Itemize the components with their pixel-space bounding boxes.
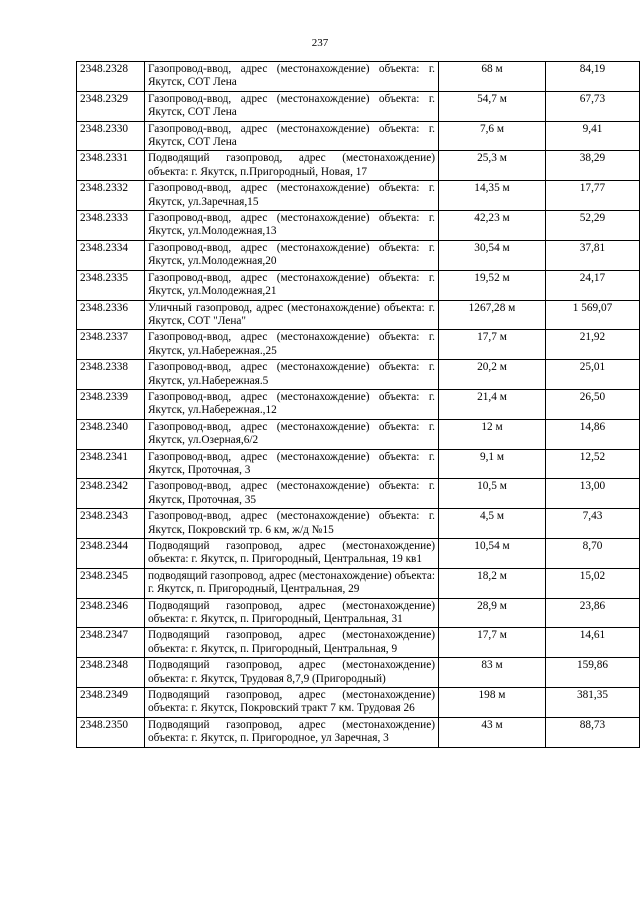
object-description: Газопровод-ввод, адрес (местонахождение) объекта: г. Якутск, ул.Набережная.,12: [145, 389, 439, 419]
pipeline-length: 54,7 м: [439, 91, 546, 121]
table-row: [77, 181, 640, 211]
table-row: [77, 330, 640, 360]
cost-value: 1 569,07: [546, 300, 640, 330]
row-number: 2348.2335: [77, 270, 145, 300]
row-number: 2348.2342: [77, 479, 145, 509]
cost-value: 25,01: [546, 360, 640, 390]
row-number: 2348.2340: [77, 419, 145, 449]
row-number: 2348.2343: [77, 509, 145, 539]
pipeline-length: 83 м: [439, 658, 546, 688]
pipeline-length: 42,23 м: [439, 211, 546, 241]
row-number: 2348.2333: [77, 211, 145, 241]
cost-value: 38,29: [546, 151, 640, 181]
table-row: [77, 211, 640, 241]
table-row: [77, 121, 640, 151]
object-description: Газопровод-ввод, адрес (местонахождение) объекта: г. Якутск, ул.Молодежная,13: [145, 211, 439, 241]
object-description: Уличный газопровод, адрес (местонахождение) объекта: г. Якутск, СОТ "Лена": [145, 300, 439, 330]
registry-rows: [77, 62, 640, 748]
pipeline-length: 25,3 м: [439, 151, 546, 181]
cost-value: 23,86: [546, 598, 640, 628]
table-row: [77, 568, 640, 598]
object-description: Подводящий газопровод, адрес (местонахождение) объекта: г. Якутск, Покровский тракт 7 км. Трудовая 26: [145, 688, 439, 718]
row-number: 2348.2330: [77, 121, 145, 151]
pipeline-length: 7,6 м: [439, 121, 546, 151]
object-description: Газопровод-ввод, адрес (местонахождение) объекта: г. Якутск, СОТ Лена: [145, 62, 439, 92]
row-number: 2348.2347: [77, 628, 145, 658]
row-number: 2348.2331: [77, 151, 145, 181]
row-number: 2348.2329: [77, 91, 145, 121]
row-number: 2348.2350: [77, 717, 145, 747]
cost-value: 26,50: [546, 389, 640, 419]
table-row: [77, 300, 640, 330]
object-description: Газопровод-ввод, адрес (местонахождение) объекта: г. Якутск, ул.Молодежная,21: [145, 270, 439, 300]
cost-value: 84,19: [546, 62, 640, 92]
table-row: [77, 539, 640, 569]
row-number: 2348.2338: [77, 360, 145, 390]
object-description: подводящий газопровод, адрес (местонахождение) объекта: г. Якутск, п. Пригородный, Центральная, 29: [145, 568, 439, 598]
object-description: Газопровод-ввод, адрес (местонахождение) объекта: г. Якутск, ул.Заречная,15: [145, 181, 439, 211]
pipeline-length: 14,35 м: [439, 181, 546, 211]
row-number: 2348.2341: [77, 449, 145, 479]
row-number: 2348.2345: [77, 568, 145, 598]
cost-value: 24,17: [546, 270, 640, 300]
pipeline-length: 68 м: [439, 62, 546, 92]
cost-value: 13,00: [546, 479, 640, 509]
page-number: 237: [311, 37, 329, 49]
row-number: 2348.2346: [77, 598, 145, 628]
registry-table: [76, 61, 640, 748]
cost-value: 9,41: [546, 121, 640, 151]
cost-value: 14,61: [546, 628, 640, 658]
cost-value: 14,86: [546, 419, 640, 449]
pipeline-length: 4,5 м: [439, 509, 546, 539]
table-row: [77, 389, 640, 419]
object-description: Газопровод-ввод, адрес (местонахождение) объекта: г. Якутск, Проточная, 3: [145, 449, 439, 479]
object-description: Газопровод-ввод, адрес (местонахождение) объекта: г. Якутск, Проточная, 35: [145, 479, 439, 509]
cost-value: 12,52: [546, 449, 640, 479]
table-row: [77, 419, 640, 449]
object-description: Газопровод-ввод, адрес (местонахождение) объекта: г. Якутск, ул.Молодежная,20: [145, 240, 439, 270]
object-description: Газопровод-ввод, адрес (местонахождение) объекта: г. Якутск, СОТ Лена: [145, 91, 439, 121]
cost-value: 8,70: [546, 539, 640, 569]
cost-value: 17,77: [546, 181, 640, 211]
table-row: [77, 240, 640, 270]
cost-value: 52,29: [546, 211, 640, 241]
row-number: 2348.2334: [77, 240, 145, 270]
row-number: 2348.2339: [77, 389, 145, 419]
table-row: [77, 598, 640, 628]
object-description: Газопровод-ввод, адрес (местонахождение) объекта: г. Якутск, ул.Озерная,6/2: [145, 419, 439, 449]
pipeline-length: 10,54 м: [439, 539, 546, 569]
object-description: Подводящий газопровод, адрес (местонахождение) объекта: г. Якутск, п.Пригородный, Новая, 17: [145, 151, 439, 181]
object-description: Газопровод-ввод, адрес (местонахождение) объекта: г. Якутск, ул.Набережная.,25: [145, 330, 439, 360]
table-row: [77, 688, 640, 718]
pipeline-length: 30,54 м: [439, 240, 546, 270]
object-description: Газопровод-ввод, адрес (местонахождение) объекта: г. Якутск, Покровский тр. 6 км, ж/д №15: [145, 509, 439, 539]
cost-value: 381,35: [546, 688, 640, 718]
object-description: Подводящий газопровод, адрес (местонахождение) объекта: г. Якутск, Трудовая 8,7,9 (Пригородный): [145, 658, 439, 688]
pipeline-length: 20,2 м: [439, 360, 546, 390]
table-row: [77, 270, 640, 300]
table-row: [77, 91, 640, 121]
object-description: Газопровод-ввод, адрес (местонахождение) объекта: г. Якутск, ул.Набережная.5: [145, 360, 439, 390]
object-description: Газопровод-ввод, адрес (местонахождение) объекта: г. Якутск, СОТ Лена: [145, 121, 439, 151]
table-row: [77, 658, 640, 688]
cost-value: 159,86: [546, 658, 640, 688]
pipeline-length: 10,5 м: [439, 479, 546, 509]
cost-value: 67,73: [546, 91, 640, 121]
pipeline-length: 17,7 м: [439, 628, 546, 658]
pipeline-length: 12 м: [439, 419, 546, 449]
pipeline-length: 9,1 м: [439, 449, 546, 479]
pipeline-length: 18,2 м: [439, 568, 546, 598]
table-row: [77, 717, 640, 747]
table-row: [77, 479, 640, 509]
table-row: [77, 449, 640, 479]
cost-value: 21,92: [546, 330, 640, 360]
object-description: Подводящий газопровод, адрес (местонахождение) объекта: г. Якутск, п. Пригородный, Центральная, 19 кв1: [145, 539, 439, 569]
object-description: Подводящий газопровод, адрес (местонахождение) объекта: г. Якутск, п. Пригородный, Центральная, 31: [145, 598, 439, 628]
object-description: Подводящий газопровод, адрес (местонахождение) объекта: г. Якутск, п. Пригородное, ул Заречная, 3: [145, 717, 439, 747]
object-description: Подводящий газопровод, адрес (местонахождение) объекта: г. Якутск, п. Пригородный, Центральная, 9: [145, 628, 439, 658]
cost-value: 7,43: [546, 509, 640, 539]
row-number: 2348.2328: [77, 62, 145, 92]
pipeline-length: 1267,28 м: [439, 300, 546, 330]
row-number: 2348.2336: [77, 300, 145, 330]
row-number: 2348.2348: [77, 658, 145, 688]
table-row: [77, 62, 640, 92]
row-number: 2348.2337: [77, 330, 145, 360]
row-number: 2348.2349: [77, 688, 145, 718]
cost-value: 37,81: [546, 240, 640, 270]
pipeline-length: 43 м: [439, 717, 546, 747]
pipeline-length: 21,4 м: [439, 389, 546, 419]
cost-value: 88,73: [546, 717, 640, 747]
pipeline-length: 19,52 м: [439, 270, 546, 300]
pipeline-length: 198 м: [439, 688, 546, 718]
table-row: [77, 151, 640, 181]
row-number: 2348.2332: [77, 181, 145, 211]
table-row: [77, 360, 640, 390]
table-row: [77, 628, 640, 658]
table-row: [77, 509, 640, 539]
pipeline-length: 28,9 м: [439, 598, 546, 628]
row-number: 2348.2344: [77, 539, 145, 569]
cost-value: 15,02: [546, 568, 640, 598]
pipeline-length: 17,7 м: [439, 330, 546, 360]
